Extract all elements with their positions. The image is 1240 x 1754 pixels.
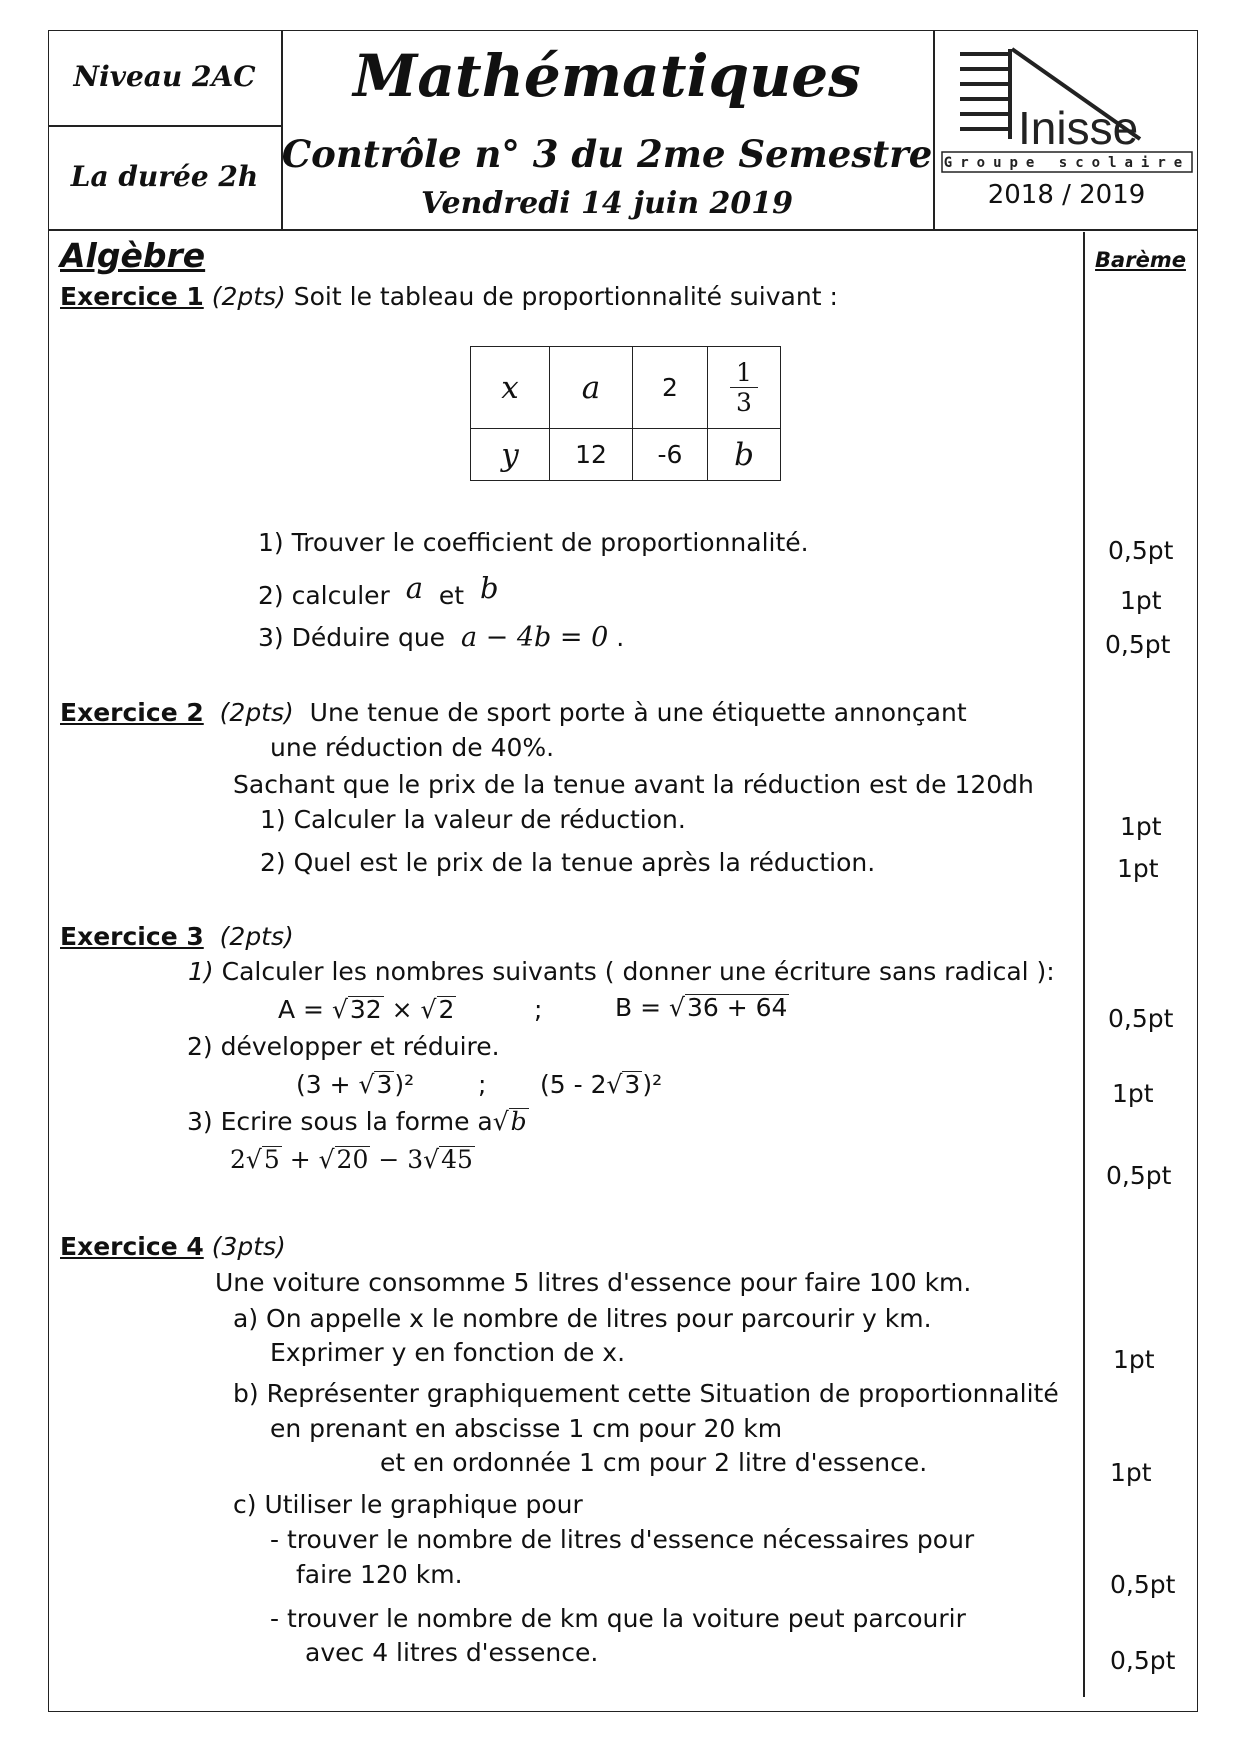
ex4-line1: Une voiture consomme 5 litres d'essence pour faire 100 km.: [215, 1268, 972, 1297]
ex1-points-q3: 0,5pt: [1105, 630, 1171, 659]
ex2-points: (2pts): [219, 698, 294, 727]
table-cell: a: [550, 347, 633, 429]
table-cell: x: [471, 347, 550, 429]
ex3-points: (2pts): [219, 922, 294, 951]
ex3-expr-A: A = √32 × √2: [278, 995, 455, 1024]
ex2-title: Exercice 2: [60, 698, 204, 727]
ex3-q2: 2) développer et réduire.: [187, 1032, 500, 1061]
ex4-b-line1: b) Représenter graphiquement cette Situation de proportionnalité: [233, 1379, 1059, 1408]
niveau-label: Niveau 2AC: [73, 60, 256, 93]
ex4-points: (3pts): [211, 1232, 286, 1261]
radicand: b: [510, 1107, 527, 1136]
radicand: 45: [441, 1145, 473, 1174]
ex2-line1: Une tenue de sport porte à une étiquette annonçant: [309, 698, 967, 727]
fraction-numerator: 1: [730, 358, 758, 388]
radicand: 36 + 64: [686, 993, 788, 1022]
ex1-q2: [258, 571, 499, 612]
fraction-denominator: 3: [736, 388, 752, 417]
school-year: 2018 / 2019: [987, 180, 1146, 210]
ex1-q3-text: 3) Déduire que: [258, 623, 446, 652]
ex2-points-q1: 1pt: [1120, 812, 1162, 841]
ex4-c-line5: avec 4 litres d'essence.: [305, 1638, 599, 1667]
ex1-points-q2: 1pt: [1120, 586, 1162, 615]
ex3-points-q2: 1pt: [1112, 1079, 1154, 1108]
ex4-heading: [60, 1232, 286, 1262]
ex1-q3-period: .: [616, 623, 625, 652]
bareme-header: Barème: [1095, 248, 1186, 272]
table-cell-fraction: [708, 347, 781, 429]
school-logo: [940, 44, 1195, 174]
header-divider-mid: [48, 125, 281, 127]
ex4-c-line1: c) Utiliser le graphique pour: [233, 1490, 583, 1519]
logo-tagline: Groupe scolaire: [943, 155, 1191, 171]
ex3-heading: [60, 922, 294, 952]
ex1-title: Exercice 1: [60, 282, 204, 311]
radicand: 3: [376, 1070, 393, 1099]
logo-name: Inisse: [1018, 102, 1139, 154]
ex2-line3: Sachant que le prix de la tenue avant la réduction est de 120dh: [233, 770, 1034, 799]
ex1-q1: 1) Trouver le coefficient de proportionnalité.: [258, 528, 809, 557]
ex4-title: Exercice 4: [60, 1232, 204, 1261]
radicand: 32: [349, 995, 382, 1024]
var-a: a: [405, 571, 424, 605]
ex3-points-q1: 0,5pt: [1108, 1004, 1174, 1033]
ex1-q2-text: 2) calculer: [258, 581, 390, 610]
ex2-points-q2: 1pt: [1117, 854, 1159, 883]
ex3-points-q3: 0,5pt: [1106, 1161, 1172, 1190]
ex4-c-line2: - trouver le nombre de litres d'essence nécessaires pour: [270, 1525, 975, 1554]
table-cell: y: [471, 429, 550, 481]
ex3-q1-number: 1): [188, 957, 214, 986]
B-label: B =: [615, 993, 662, 1022]
exam-date: Vendredi 14 juin 2019: [420, 186, 794, 221]
ex1-intro: Soit le tableau de proportionnalité suivant :: [293, 282, 838, 311]
ex2-line2: une réduction de 40%.: [270, 733, 555, 762]
ex3-expansion-1: (3 + √3)²: [296, 1070, 415, 1099]
page-title: Mathématiques: [353, 42, 861, 110]
ex3-separator: ;: [534, 995, 543, 1024]
A-label: A =: [278, 995, 324, 1024]
minus-term: − 3: [378, 1145, 424, 1174]
var-b: b: [480, 571, 499, 605]
expansion-1-pre: (3 +: [296, 1070, 351, 1099]
ex1-heading: [60, 282, 838, 312]
bareme-column-line: [1083, 232, 1085, 1697]
ex2-q1: 1) Calculer la valeur de réduction.: [260, 805, 686, 834]
ex3-separator-2: ;: [478, 1070, 487, 1099]
section-title: Algèbre: [60, 236, 206, 275]
expansion-1-post: )²: [394, 1070, 415, 1099]
ex4-points-b: 1pt: [1110, 1458, 1152, 1487]
expansion-2-post: )²: [642, 1070, 663, 1099]
ex3-radical-expression: 2√5 + √20 − 3√45: [230, 1145, 473, 1174]
ex4-points-a: 1pt: [1113, 1345, 1155, 1374]
ex3-q3-text: 3) Ecrire sous la forme a: [187, 1107, 493, 1136]
radicand: 20: [336, 1145, 369, 1174]
ex1-points-q1: 0,5pt: [1108, 536, 1174, 565]
plus-sign: +: [289, 1145, 311, 1174]
ex3-title: Exercice 3: [60, 922, 204, 951]
ex1-q2-and: et: [438, 581, 465, 610]
ex4-c-line4: - trouver le nombre de km que la voiture peut parcourir: [270, 1604, 966, 1633]
times-sign: ×: [391, 995, 413, 1024]
ex1-points: (2pts): [211, 282, 286, 311]
table-cell: -6: [633, 429, 708, 481]
ex3-expr-B: B = √36 + 64: [615, 993, 788, 1022]
proportion-table: [470, 346, 781, 481]
ex1-q3: [258, 622, 624, 654]
table-cell: 12: [550, 429, 633, 481]
ex1-q3-equation: a − 4b = 0: [460, 622, 609, 653]
ex4-points-c1: 0,5pt: [1110, 1570, 1176, 1599]
radicand: 3: [624, 1070, 641, 1099]
radicand: 5: [263, 1145, 280, 1174]
ex2-q2: 2) Quel est le prix de la tenue après la réduction.: [260, 848, 876, 877]
ex3-expansion-2: (5 - 2√3)²: [540, 1070, 663, 1099]
ex4-b-line3: et en ordonnée 1 cm pour 2 litre d'essence.: [380, 1448, 928, 1477]
ex4-a-line1: a) On appelle x le nombre de litres pour parcourir y km.: [233, 1304, 932, 1333]
coefficient: 2: [230, 1145, 246, 1174]
table-cell: b: [708, 429, 781, 481]
expansion-2-pre: (5 - 2: [540, 1070, 607, 1099]
radicand: 2: [438, 995, 455, 1024]
ex4-b-line2: en prenant en abscisse 1 cm pour 20 km: [270, 1414, 783, 1443]
ex4-c-line3: faire 120 km.: [296, 1560, 463, 1589]
ex3-q1: [188, 957, 1055, 987]
ex3-q3: 3) Ecrire sous la forme a√b: [187, 1107, 527, 1136]
ex2-heading: [60, 698, 967, 728]
ex3-q1-text: Calculer les nombres suivants ( donner une écriture sans radical ):: [221, 957, 1055, 986]
control-subtitle: Contrôle n° 3 du 2me Semestre: [281, 132, 933, 176]
table-cell: 2: [633, 347, 708, 429]
ex4-points-c2: 0,5pt: [1110, 1646, 1176, 1675]
ex4-a-line2: Exprimer y en fonction de x.: [270, 1338, 626, 1367]
duree-label: La durée 2h: [70, 160, 259, 193]
